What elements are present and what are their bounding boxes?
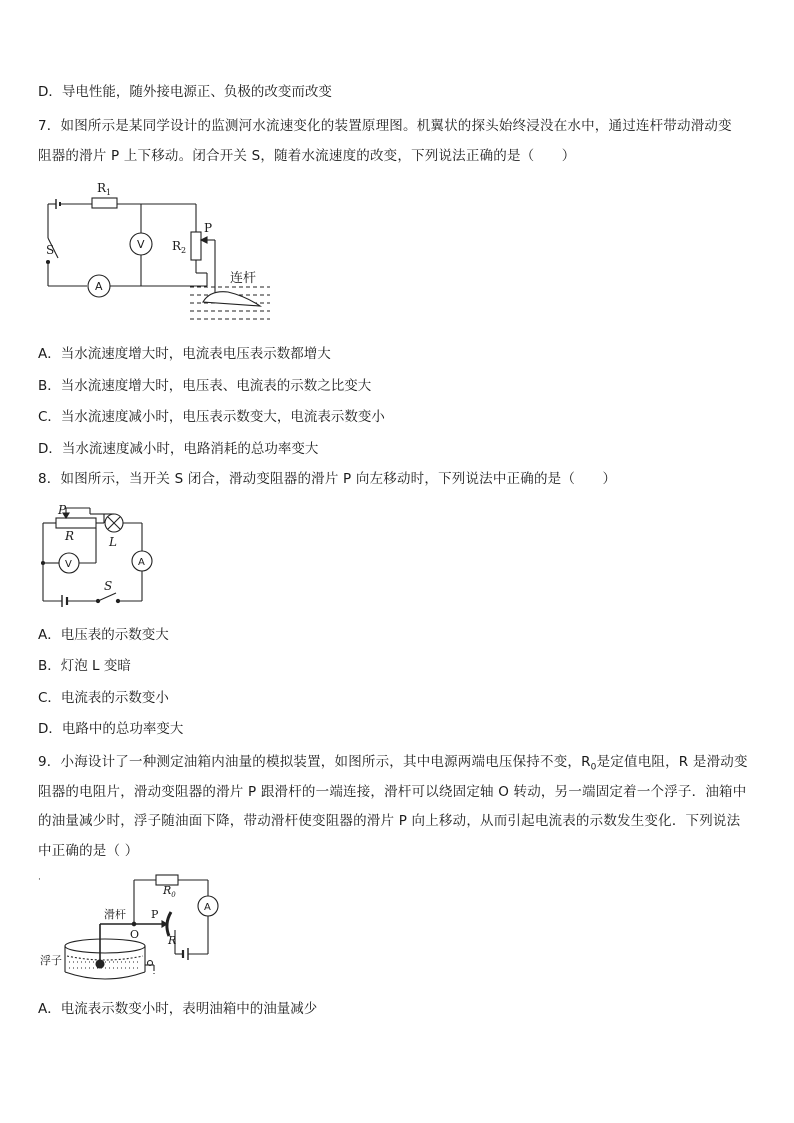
q9-label-r0: $R_0$ [163,884,176,899]
q6-option-d: D．导电性能，随外接电源正、负极的改变而改变 [38,84,332,100]
q7-stem-line-2: 阻器的滑片 P 上下移动。闭合开关 S，随着水流速度的改变，下列说法正确的是（ ） [38,148,576,164]
q9-label-float: 浮子 [40,954,62,967]
q7-ammeter-label: A [95,280,103,293]
q8-option-c: C．电流表的示数变小 [38,690,169,706]
q9-label-o: O [130,928,140,941]
q8-label-r: R [65,529,75,543]
q7-option-a: A．当水流速度增大时，电流表电压表示数都增大 [38,346,331,362]
q7-label-r2: $R_2$ [172,239,187,255]
q7-label-s: S [46,243,55,257]
q9-corner-mark: · [38,875,41,885]
q8-voltmeter-label: V [65,559,72,570]
q7-label-rod: 连杆 [230,271,257,286]
q7-circuit-diagram [40,178,280,328]
q9-option-a: A．电流表示数变小时，表明油箱中的油量减少 [38,1001,318,1017]
q7-label-r1: $R_1$ [97,181,112,197]
q9-oil-tank-diagram [38,872,228,992]
q8-label-l: L [109,535,117,549]
q7-option-b: B．当水流速度增大时，电压表、电流表的示数之比变大 [38,378,372,394]
q8-label-p: P [58,503,67,517]
q8-stem-line-1: 8．如图所示，当开关 S 闭合，滑动变阻器的滑片 P 向左移动时，下列说法中正确的是（ ） [38,471,617,487]
q9-stem-line-4: 中正确的是（ ） [38,843,139,859]
q8-option-d: D．电路中的总功率变大 [38,721,184,737]
q9-label-lever: 滑杆 [104,908,126,921]
q8-circuit-diagram [38,500,168,615]
q7-option-d: D．当水流速度减小时，电路消耗的总功率变大 [38,441,319,457]
q7-option-c: C．当水流速度减小时，电压表示数变大，电流表示数变小 [38,409,385,425]
q9-label-r: R [168,934,177,947]
q8-label-s: S [104,579,113,593]
q9-stem-line-3: 的油量减少时，浮子随油面下降，带动滑杆使变阻器的滑片 P 向上移动，从而引起电流表的示数发生变化．下列说法 [38,813,741,829]
q8-option-b: B．灯泡 L 变暗 [38,658,131,674]
q9-stem-line-1: 9．小海设计了一种测定油箱内油量的模拟装置，如图所示，其中电源两端电压保持不变，$R_0$是定值电阻，R 是滑动变 [38,754,748,773]
q7-label-p: P [204,221,213,235]
q9-ammeter-label: A [204,902,211,913]
q9-stem-line-2: 阻器的电阻片，滑动变阻器的滑片 P 跟滑杆的一端连接，滑杆可以绕固定轴 O 转动，另一端固定着一个浮子．油箱中 [38,784,747,800]
q8-ammeter-label: A [138,557,145,568]
q7-stem-line-1: 7．如图所示是某同学设计的监测河水流速变化的装置原理图。机翼状的探头始终浸没在水中，通过连杆带动滑动变 [38,118,732,134]
q8-option-a: A．电压表的示数变大 [38,627,169,643]
q7-voltmeter-label: V [137,238,145,251]
q9-label-p: P [151,908,159,921]
